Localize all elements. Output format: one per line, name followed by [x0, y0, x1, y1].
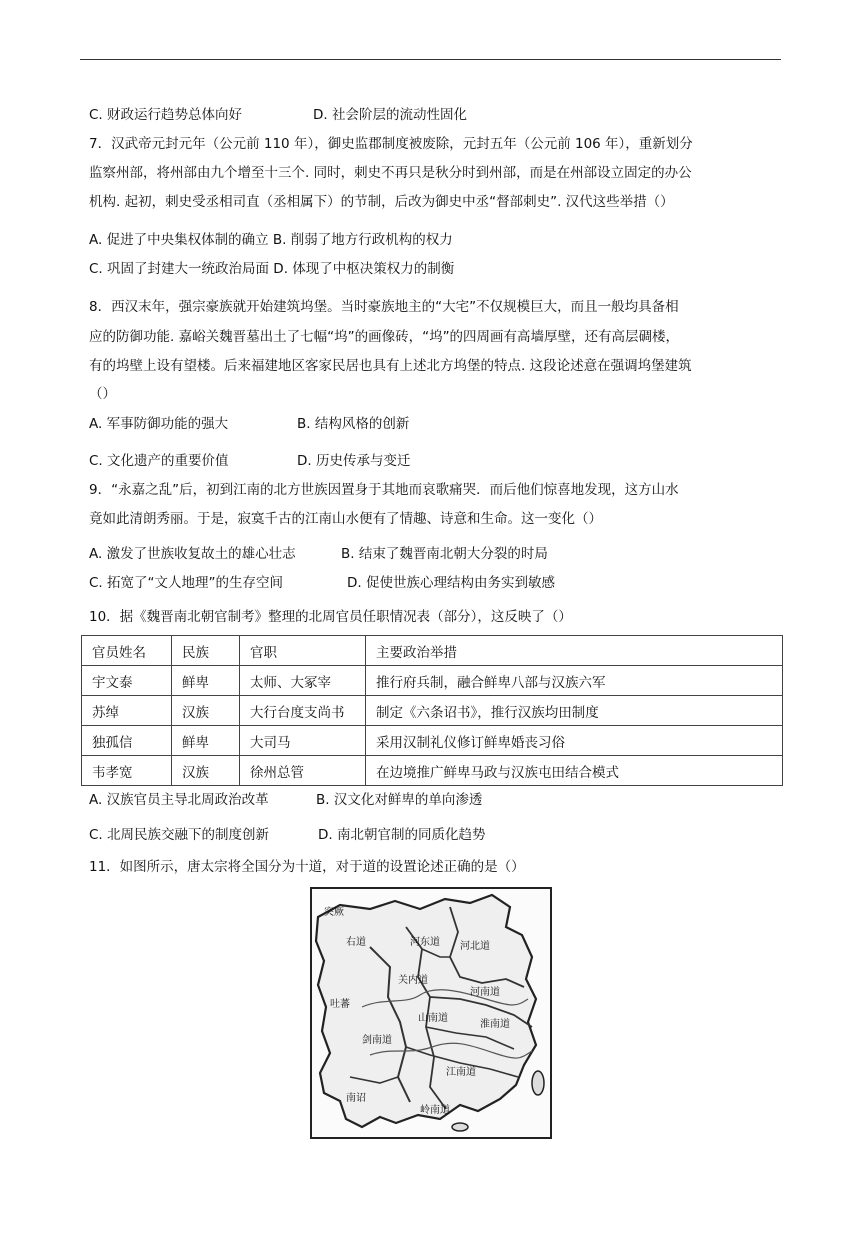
table-cell: 大司马 [240, 726, 366, 756]
q8-option-a[interactable]: A. 军事防御功能的强大 [89, 416, 229, 432]
table-cell: 韦孝宽 [82, 756, 172, 786]
q10-stem: 10．据《魏晋南北朝官制考》整理的北周官员任职情况表（部分），这反映了（） [89, 609, 572, 625]
island-hainan [452, 1123, 468, 1131]
table-cell: 徐州总管 [240, 756, 366, 786]
table-cell: 汉族 [172, 696, 240, 726]
table-row [82, 726, 783, 756]
table-cell: 采用汉制礼仪修订鲜卑婚丧习俗 [366, 726, 783, 756]
table-cell: 制定《六条诏书》，推行汉族均田制度 [366, 696, 783, 726]
q9-stem-line-2: 竟如此清朗秀丽。于是，寂寞千古的江南山水便有了情趣、诗意和生命。这一变化（） [89, 511, 602, 527]
q9-option-d[interactable]: D. 促使世族心理结构由务实到敏感 [347, 575, 555, 591]
table-cell: 汉族 [172, 756, 240, 786]
map-figure [310, 887, 552, 1139]
q8-option-b[interactable]: B. 结构风格的创新 [297, 416, 410, 432]
table-cell: 在边境推广鲜卑马政与汉族屯田结合模式 [366, 756, 783, 786]
label-shannan: 山南道 [418, 1013, 448, 1024]
label-north: 突厥 [324, 907, 344, 918]
table-cell: 太师、大冢宰 [240, 666, 366, 696]
label-henan: 河南道 [470, 987, 500, 998]
label-hebei: 河北道 [460, 941, 490, 952]
table-cell: 鲜卑 [172, 726, 240, 756]
q7-stem-line-2: 监察州部，将州部由九个增至十三个. 同时，刺史不再只是秋分时到州部，而是在州部设立固定的办公 [89, 165, 692, 181]
header-rule [80, 59, 781, 60]
q9-stem-line-1: 9．“永嘉之乱”后，初到江南的北方世族因置身于其地而哀歌痛哭．而后他们惊喜地发现，这方山水 [89, 482, 679, 498]
label-hedong: 河东道 [410, 937, 440, 948]
q9-option-c[interactable]: C. 拓宽了“文人地理”的生存空间 [89, 575, 283, 591]
label-jiangnan: 江南道 [446, 1067, 476, 1078]
table-cell: 推行府兵制，融合鲜卑八部与汉族六军 [366, 666, 783, 696]
table-cell: 独孤信 [82, 726, 172, 756]
q10-option-a[interactable]: A. 汉族官员主导北周政治改革 [89, 792, 269, 808]
q8-stem-line-4: （） [89, 386, 116, 402]
q7-options-ab[interactable]: A. 促进了中央集权体制的确立 B. 削弱了地方行政机构的权力 [89, 232, 453, 248]
q8-stem-line-3: 有的坞壁上设有望楼。后来福建地区客家民居也具有上述北方坞堡的特点. 这段论述意在强调坞堡建筑 [89, 358, 692, 374]
q9-option-b[interactable]: B. 结束了魏晋南北朝大分裂的时局 [341, 546, 548, 562]
table-header-cell: 民族 [172, 636, 240, 666]
label-jiannan: 剑南道 [362, 1035, 392, 1046]
label-tubo: 吐蕃 [330, 999, 350, 1010]
table-row [82, 666, 783, 696]
table-row [82, 696, 783, 726]
label-guannei: 关内道 [398, 975, 428, 986]
label-huainan: 淮南道 [480, 1019, 510, 1030]
table-cell: 苏绰 [82, 696, 172, 726]
table-header-row [82, 636, 783, 666]
table-cell: 宇文泰 [82, 666, 172, 696]
table-cell: 鲜卑 [172, 666, 240, 696]
q8-stem-line-2: 应的防御功能. 嘉峪关魏晋墓出土了七幅“坞”的画像砖，“坞”的四周画有高墙厚壁，还有高层碉楼， [89, 329, 680, 345]
q8-option-d[interactable]: D. 历史传承与变迁 [297, 453, 411, 469]
q10-option-b[interactable]: B. 汉文化对鲜卑的单向渗透 [316, 792, 483, 808]
table-cell: 大行台度支尚书 [240, 696, 366, 726]
table-header-cell: 官职 [240, 636, 366, 666]
q6-option-d[interactable]: D. 社会阶层的流动性固化 [313, 107, 467, 123]
q8-option-c[interactable]: C. 文化遗产的重要价值 [89, 453, 229, 469]
q7-stem-line-1: 7．汉武帝元封元年（公元前 110 年），御史监郡制度被废除，元封五年（公元前 106 年），重新划分 [89, 136, 693, 152]
island-taiwan [532, 1071, 544, 1095]
label-lingnan: 岭南道 [420, 1105, 450, 1116]
label-right-dao: 右道 [346, 937, 366, 948]
table-row [82, 756, 783, 786]
q8-stem-line-1: 8．西汉末年，强宗豪族就开始建筑坞堡。当时豪族地主的“大宅”不仅规模巨大，而且一般均具备相 [89, 299, 679, 315]
q11-stem: 11．如图所示，唐太宗将全国分为十道，对于道的设置论述正确的是（） [89, 859, 525, 875]
table-header-cell: 官员姓名 [82, 636, 172, 666]
q7-stem-line-3: 机构. 起初，刺史受丞相司直（丞相属下）的节制，后改为御史中丞“督部刺史”. 汉代这些举措（） [89, 194, 674, 210]
table-header-cell: 主要政治举措 [366, 636, 783, 666]
tang-ten-dao-map [310, 887, 552, 1139]
q6-option-c[interactable]: C. 财政运行趋势总体向好 [89, 107, 243, 123]
label-nanzhao: 南诏 [346, 1093, 366, 1104]
q10-option-c[interactable]: C. 北周民族交融下的制度创新 [89, 827, 270, 843]
officials-table [81, 635, 783, 786]
q9-option-a[interactable]: A. 激发了世族收复故土的雄心壮志 [89, 546, 296, 562]
q7-options-cd[interactable]: C. 巩固了封建大一统政治局面 D. 体现了中枢决策权力的制衡 [89, 261, 455, 277]
q10-option-d[interactable]: D. 南北朝官制的同质化趋势 [318, 827, 486, 843]
